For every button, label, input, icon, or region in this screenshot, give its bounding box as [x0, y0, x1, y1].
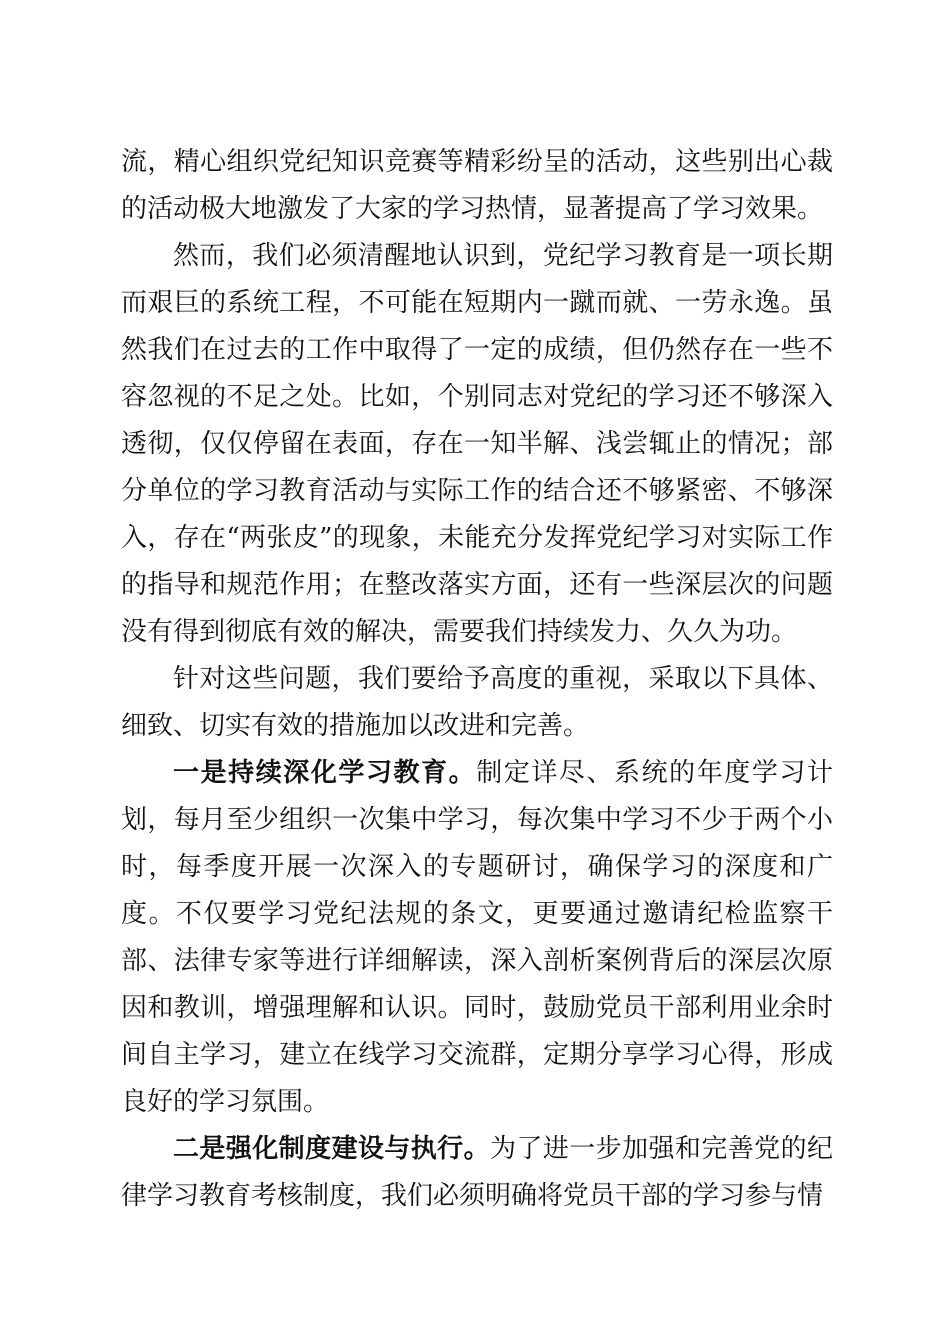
paragraph-1-continuation — [121, 139, 833, 233]
paragraph-5-system-building — [121, 1126, 833, 1220]
paragraph-4-text: 制定详尽、系统的年度学习计划，每月至少组织一次集中学习，每次集中学习不少于两个小时，每季度开展一次深入的专题研讨，确保学习的深度和广度。不仅要学习党纪法规的条文，更要通过邀请纪检监察干部、法律专家等进行详细解读，深入剖析案例背后的深层次原因和教训，增强理解和认识。同时，鼓励党员干部利用业余时间自主学习，建立在线学习交流群，定期分享学习心得，形成良好的学习氛围。 — [121, 758, 833, 1117]
paragraph-2-text: 然而，我们必须清醒地认识到，党纪学习教育是一项长期而艰巨的系统工程，不可能在短期内一蹴而就、一劳永逸。虽然我们在过去的工作中取得了一定的成绩，但仍然存在一些不容忽视的不足之处。比如，个别同志对党纪的学习还不够深入透彻，仅仅停留在表面，存在一知半解、浅尝辄止的情况；部分单位的学习教育活动与实际工作的结合还不够紧密、不够深入，存在“两张皮”的现象，未能充分发挥党纪学习对实际工作的指导和规范作用；在整改落实方面，还有一些深层次的问题没有得到彻底有效的解决，需要我们持续发力、久久为功。 — [121, 241, 833, 647]
paragraph-5-text: 为了进一步加强和完善党的纪律学习教育考核制度，我们必须明确将党员干部的学习参与情 — [121, 1134, 833, 1211]
paragraph-4-heading: 一是持续深化学习教育。 — [173, 758, 477, 788]
paragraph-3-measures-intro — [121, 656, 833, 750]
document-body — [121, 139, 833, 1220]
paragraph-1-text: 流，精心组织党纪知识竞赛等精彩纷呈的活动，这些别出心裁的活动极大地激发了大家的学习热情，显著提高了学习效果。 — [121, 147, 833, 224]
paragraph-4-deepen-study — [121, 750, 833, 1126]
paragraph-2-problems — [121, 233, 833, 656]
paragraph-3-text: 针对这些问题，我们要给予高度的重视，采取以下具体、细致、切实有效的措施加以改进和完善。 — [121, 664, 833, 741]
paragraph-5-heading: 二是强化制度建设与执行。 — [173, 1134, 490, 1164]
